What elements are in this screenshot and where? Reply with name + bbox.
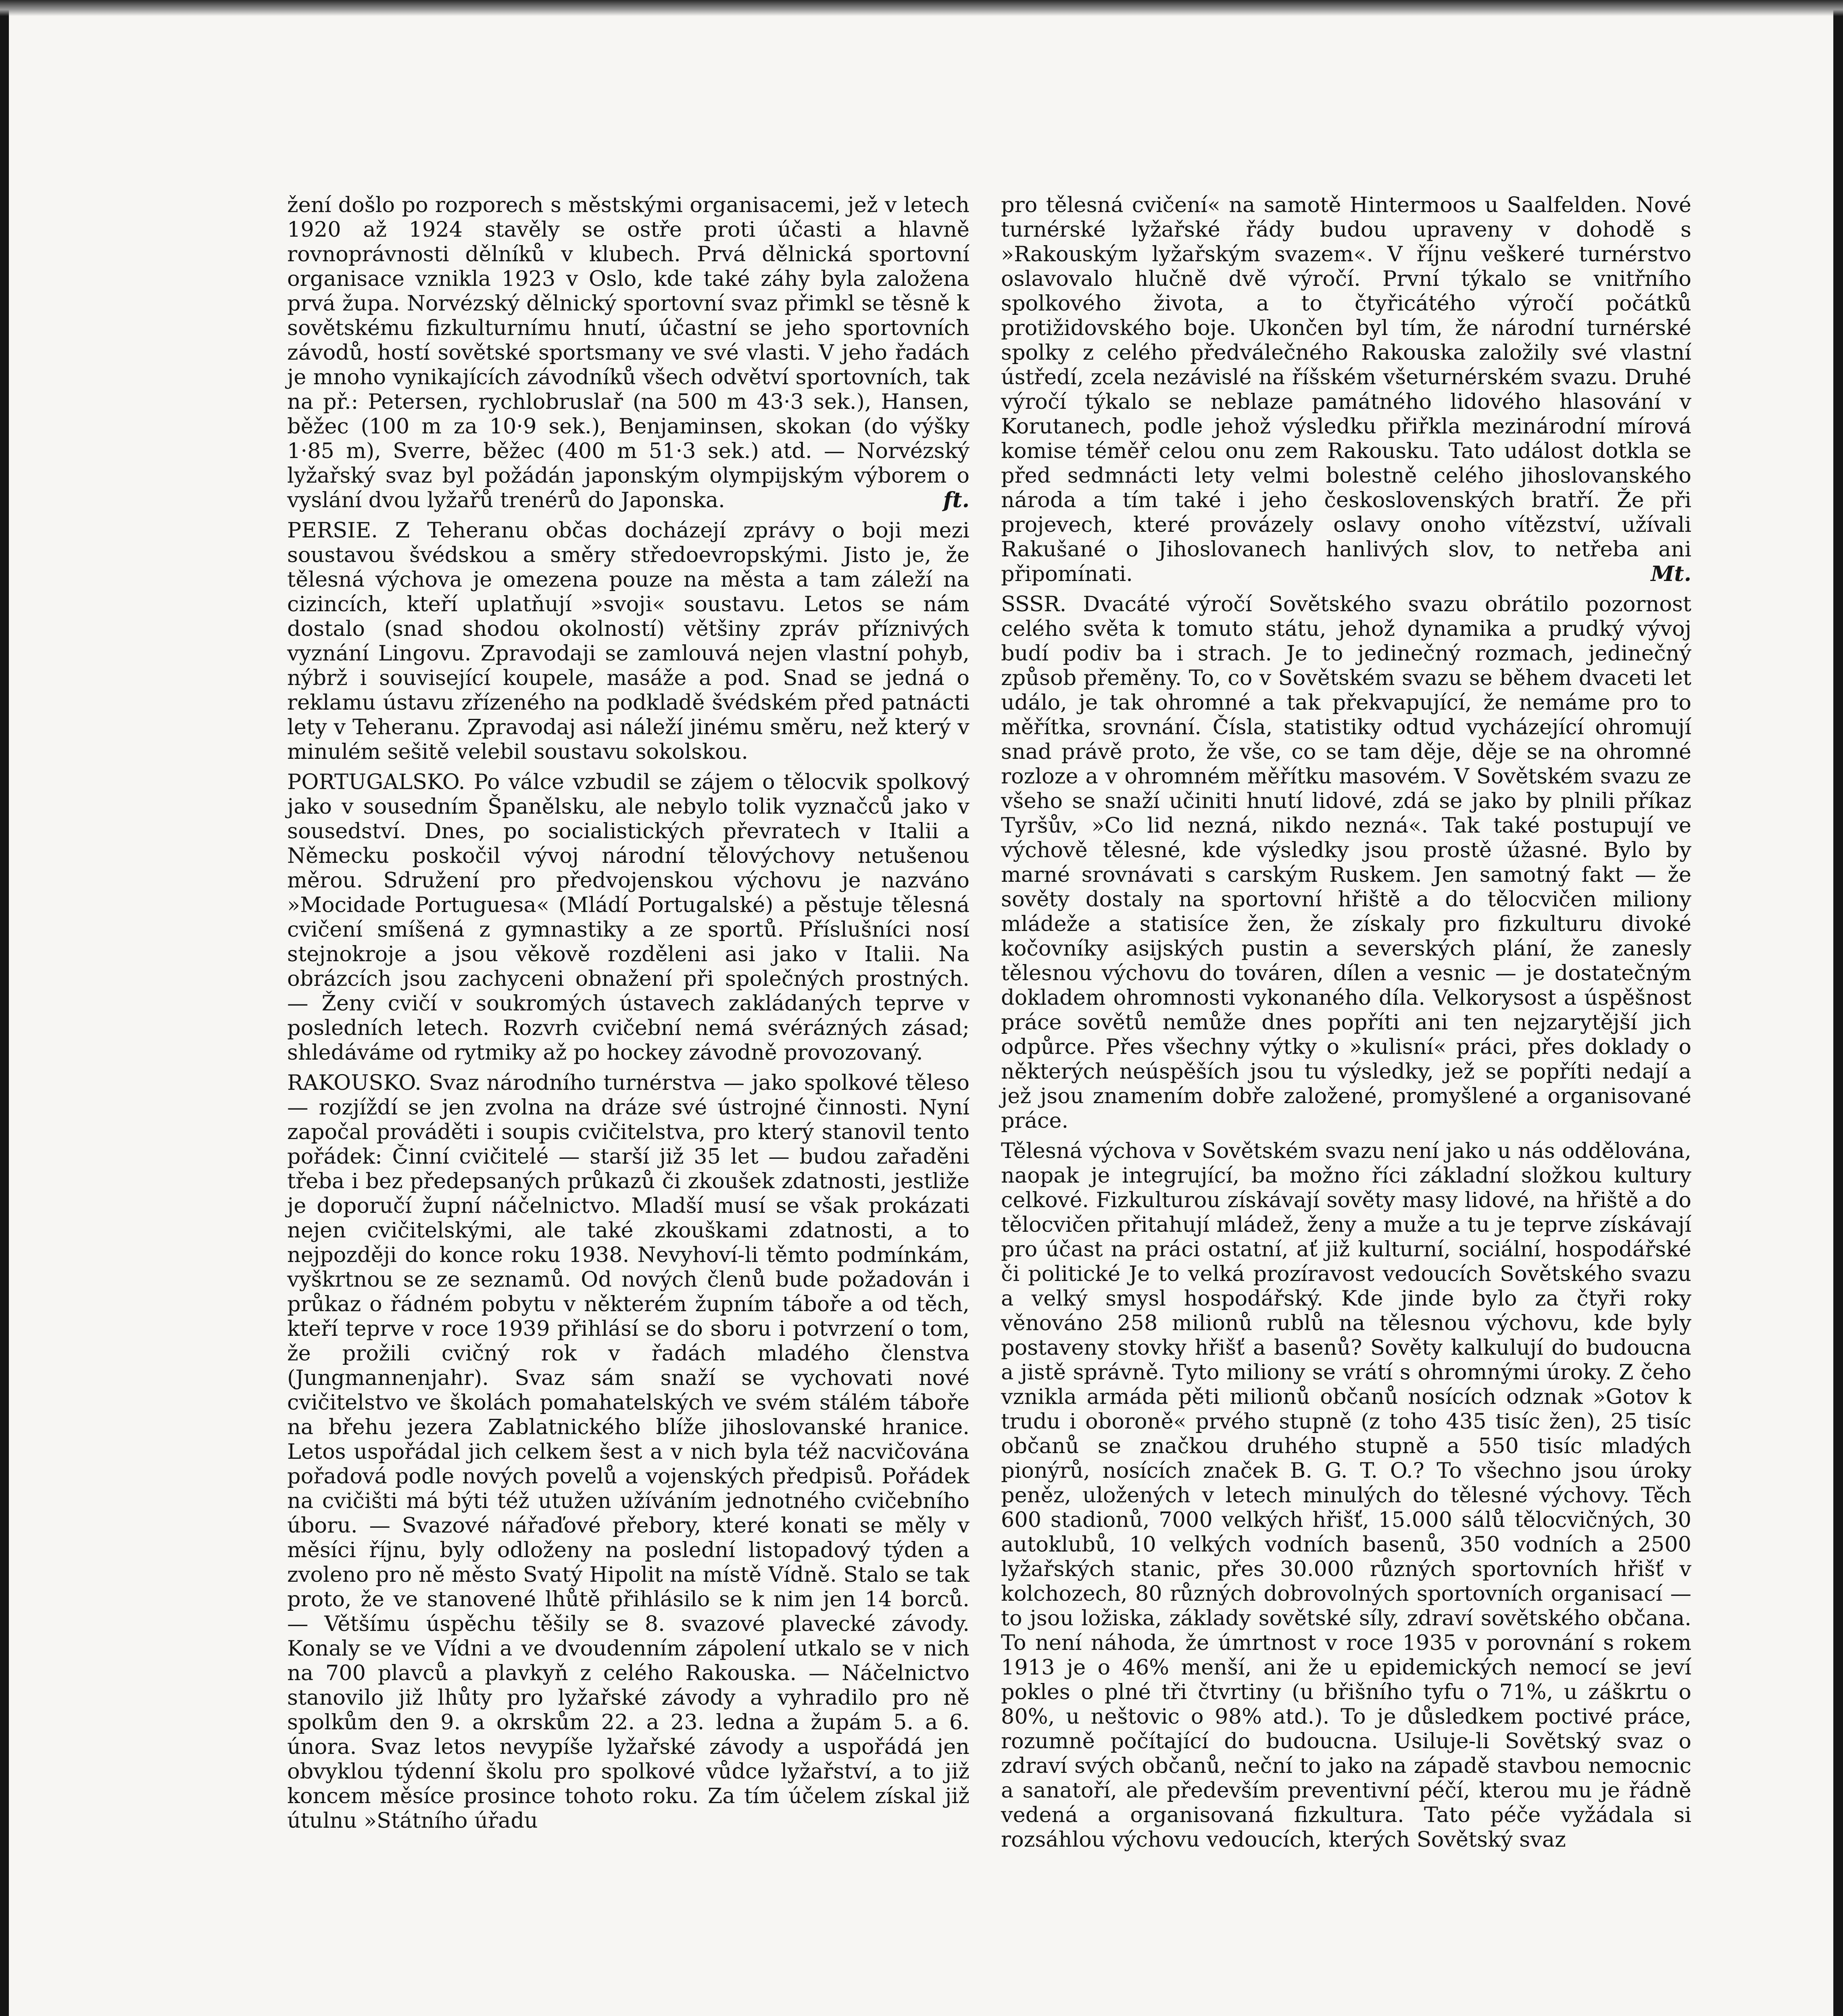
rakousko-signature: Mt. bbox=[1651, 562, 1691, 586]
rakousko-continued-paragraph bbox=[1001, 193, 1691, 586]
norway-signature: ft. bbox=[943, 488, 969, 512]
rakousko-continued-text: pro tělesná cvičení« na samotě Hintermoos u Saalfelden. Nové turnérské lyžařské řády budou upraveny v dohodě s »Rakouským lyžařským svazem«. V říjnu veškeré turnérstvo oslavovalo hlučně dvě výročí. První týkalo se vnitřního spolkového života, a to čtyřicátého výročí počátků protižidovského boje. Ukončen byl tím, že národní turnérské spolky z celého předválečného Rakouska založily své vlastní ústředí, zcela nezávislé na říšském všeturnérském svazu. Druhé výročí týkalo se neblaze památného lidového hlasování v Korutanech, podle jehož výsledku přiřkla mezinárodní mírová komise téměř celou onu zem Rakousku. Tato událost dotkla se před sedmnácti lety velmi bolestně celého jihoslovanského národa a tím také i jeho československých bratří. Že při projevech, které provázely oslavy onoho vítězství, užívali Rakušané o Jihoslovanech hanlivých slov, to netřeba ani připomínati. bbox=[1001, 193, 1691, 586]
right-column bbox=[1001, 193, 1691, 1858]
norway-paragraph bbox=[287, 193, 969, 512]
persie-paragraph bbox=[287, 518, 969, 764]
persie-heading: PERSIE. bbox=[287, 518, 378, 543]
scan-top-edge bbox=[0, 0, 1843, 16]
sssr-text-2: Tělesná výchova v Sovětském svazu není jako u nás oddělována, naopak je integrující, ba možno říci základní složkou kultury celkové. Fizkulturou získávají sověty masy lidové, na hřiště a do tělocvičen přitahují mládež, ženy a muže a tu je teprve získávají pro účast na práci ostatní, ať již kulturní, sociální, hospodářské či politické Je to velká prozíravost vedoucích Sovětského svazu a velký smysl hospodářský. Kde jinde bylo za čtyři roky věnováno 258 milionů rublů na tělesnou výchovu, kde byly postaveny stovky hřišť a basenů? Sověty kalkulují do budoucna a jistě správně. Tyto miliony se vrátí s ohromnými úroky. Z čeho vznikla armáda pěti milionů občanů nosících odznak »Gotov k trudu i oboroně« prvého stupně (z toho 435 tisíc žen), 25 tisíc občanů se značkou druhého stupně a 550 tisíc mladých pionýrů, nosících značek B. G. T. O.? To všechno jsou úroky peněz, uložených v letech minulých do tělesné výchovy. Těch 600 stadionů, 7000 velkých hřišť, 15.000 sálů tělocvičných, 30 autoklubů, 10 velkých vodních basenů, 350 vodních a 2500 lyžařských stanic, přes 30.000 různých sportovních hřišť v kolchozech, 80 různých dobrovolných sportovních organisací — to jsou ložiska, základy sovětské síly, zdraví sovětského občana. To není náhoda, že úmrtnost v roce 1935 v porovnání s rokem 1913 je o 46% menší, ani že u epidemických nemocí se jeví pokles o plné tři čtvrtiny (u břišního tyfu o 71%, u záškrtu o 80%, u neštovic o 98% atd.). To je důsledkem poctivé práce, rozumně počítající do budoucna. Usiluje-li Sovětský svaz o zdraví svých občanů, neční to jako na západě stavbou nemocnic a sanatoří, ale především preventivní péčí, kterou mu je řádně vedená a organisovaná fizkultura. Tato péče vyžádala si rozsáhlou výchovu vedoucích, kterých Sovětský svaz bbox=[1001, 1139, 1691, 1852]
portugal-paragraph bbox=[287, 770, 969, 1065]
portugal-heading: PORTUGALSKO. bbox=[287, 770, 465, 794]
rakousko-paragraph bbox=[287, 1070, 969, 1833]
rakousko-heading: RAKOUSKO. bbox=[287, 1070, 421, 1095]
portugal-text: Po válce vzbudil se zájem o tělocvik spolkový jako v sousedním Španělsku, ale nebylo tolik vyznačců jako v sousedství. Dnes, po socialistických převratech v Italii a Německu poskočil vývoj národní tělovýchovy netušenou měrou. Sdružení pro předvojenskou výchovu je nazváno »Mocidade Portuguesa« (Mládí Portugalské) a pěstuje tělesná cvičení smíšená z gymnastiky a ze sportů. Příslušníci nosí stejnokroje a jsou věkově rozděleni asi jako v Italii. Na obrázcích jsou zachyceni obnažení při společných prostných. — Ženy cvičí v soukromých ústavech zakládaných teprve v posledních letech. Rozvrh cvičební nemá svérázných zásad; shledáváme od rytmiky až po hockey závodně provozovaný. bbox=[287, 770, 969, 1065]
sssr-paragraph-2 bbox=[1001, 1139, 1691, 1852]
sssr-paragraph bbox=[1001, 592, 1691, 1133]
sssr-heading: SSSR. bbox=[1001, 592, 1067, 616]
sssr-text: Dvacáté výročí Sovětského svazu obrátilo pozornost celého světa k tomuto státu, jehož dynamika a prudký vývoj budí podiv ba i strach. Je to jedinečný rozmach, jedinečný způsob přeměny. To, co v Sovětském svazu se během dvaceti let událo, je tak ohromné a tak překvapující, že nemáme pro to měřítka, srovnání. Čísla, statistiky odtud vycházející ohromují snad právě proto, že vše, co se tam děje, děje se na ohromné rozloze a v ohromném měřítku masovém. V Sovětském svazu ze všeho se snaží učiniti hnutí lidové, zdá se jako by plnili příkaz Tyršův, »Co lid nezná, nikdo nezná«. Tak také postupují ve výchově tělesné, kde výsledky jsou prostě úžasné. Bylo by marné srovnávati s carským Ruskem. Jen samotný fakt — že sověty dostaly na sportovní hřiště a do tělocvičen miliony mládeže a statisíce žen, že získaly pro fizkulturu divoké kočovníky asijských pustin a severských plání, že zanesly tělesnou výchovu do továren, dílen a vesnic — je dostatečným dokladem ohromnosti vykonaného díla. Velkorysost a úspěšnost práce sovětů nemůže dnes popříti ani ten nejzarytější jich odpůrce. Přes všechny výtky o »kulisní« práci, přes doklady o některých neúspěších jsou tu výsledky, jež se popříti nedají a jež jsou znamením dobře založené, promyšlené a organisované práce. bbox=[1001, 592, 1691, 1133]
norway-text: žení došlo po rozporech s městskými organisacemi, jež v letech 1920 až 1924 stavěly se ostře proti účasti a hlavně rovnoprávnosti dělníků v klubech. Prvá dělnická sportovní organisace vznikla 1923 v Oslo, kde také záhy byla založena prvá župa. Norvézský dělnický sportovní svaz přimkl se těsně k sovětskému fizkulturnímu hnutí, účastní se jeho sportovních závodů, hostí sovětské sportsmany ve své vlasti. V jeho řadách je mnoho vynikajících závodníků všech odvětví sportovních, tak na př.: Petersen, rychlobruslař (na 500 m 43·3 sek.), Hansen, běžec (100 m za 10·9 sek.), Benjaminsen, skokan (do výšky 1·85 m), Sverre, běžec (400 m 51·3 sek.) atd. — Norvézský lyžařský svaz byl požádán japonským olympijským výborem o vyslání dvou lyžařů trenérů do Japonska. bbox=[287, 193, 969, 512]
rakousko-text: Svaz národního turnérstva — jako spolkové těleso — rozjíždí se jen zvolna na dráze své ústrojné činnosti. Nyní započal prováděti i soupis cvičitelstva, pro který stanovil tento pořádek: Činní cvičitelé — starší již 35 let — budou zařaděni třeba i bez předepsaných průkazů či zkoušek zdatnosti, jestliže je doporučí župní náčelnictvo. Mladší musí se však prokázati nejen cvičitelskými, ale také zkouškami zdatnosti, a to nejpozději do konce roku 1938. Nevyhoví-li těmto podmínkám, vyškrtnou se ze seznamů. Od nových členů bude požadován i průkaz o řádném pobytu v některém župním táboře a od těch, kteří teprve v roce 1939 přihlásí se do sboru i potvrzení o tom, že prožili cvičný rok v řadách mladého členstva (Jungmannenjahr). Svaz sám snaží se vychovati nové cvičitelstvo ve školách pomahatelských ve svém stálém táboře na břehu jezera Zablatnického blíže jihoslovanské hranice. Letos uspořádal jich celkem šest a v nich byla též nacvičována pořadová podle nových povelů a vojenských předpisů. Pořádek na cvičišti má býti též utužen užíváním jednotného cvičebního úboru. — Svazové nářaďové přebory, které konati se měly v měsíci říjnu, byly odloženy na poslední listopadový týden a zvoleno pro ně město Svatý Hipolit na místě Vídně. Stalo se tak proto, že ve stanovené lhůtě přihlásilo se k nim jen 14 borců. — Většímu úspěchu těšily se 8. svazové plavecké závody. Konaly se ve Vídni a ve dvoudenním zápolení utkalo se v nich na 700 plavců a plavkyň z celého Rakouska. — Náčelnictvo stanovilo již lhůty pro lyžařské závody a vyhradilo pro ně spolkům den 9. a okrskům 22. a 23. ledna a župám 5. a 6. února. Svaz letos nevypíše lyžařské závody a uspořádá jen obvyklou týdenní školu pro spolkové vůdce lyžařství, a to již koncem měsíce prosince tohoto roku. Za tím účelem získal již útulnu »Státního úřadu bbox=[287, 1070, 969, 1833]
left-column bbox=[287, 193, 969, 1839]
persie-text: Z Teheranu občas docházejí zprávy o boji mezi soustavou švédskou a směry středoevropskými. Jisto je, že tělesná výchova je omezena pouze na města a tam záleží na cizincích, kteří uplatňují »svoji« soustavu. Letos se nám dostalo (snad shodou okolností) většiny zpráv příznivých vyznání Lingovu. Zpravodaji se zamlouvá nejen vlastní pohyb, nýbrž i související koupele, masáže a pod. Snad se jedná o reklamu ústavu zřízeného na podkladě švédském před patnácti lety v Teheranu. Zpravodaj asi náleží jinému směru, než který v minulém sešitě velebil soustavu sokolskou. bbox=[287, 518, 969, 764]
